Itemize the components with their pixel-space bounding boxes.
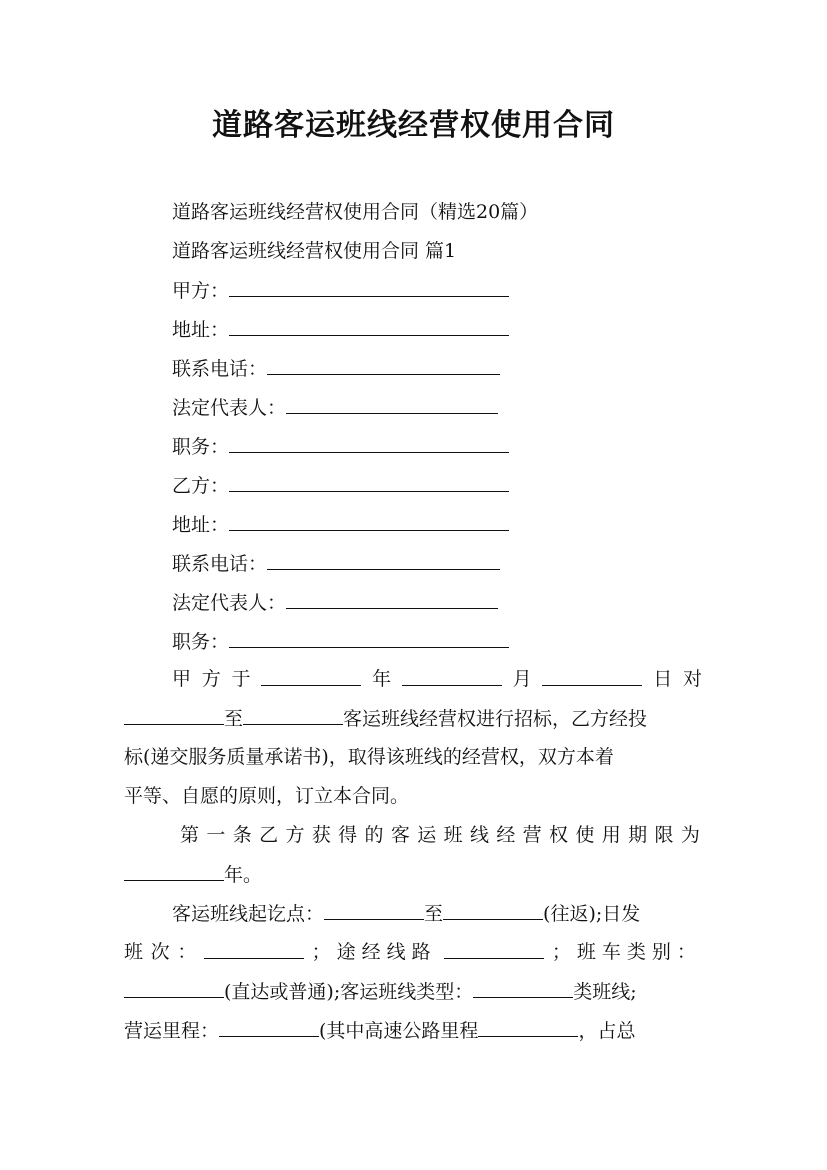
blank-line: [204, 940, 304, 959]
text: ；途经线路: [311, 941, 437, 963]
text: 月: [512, 668, 532, 690]
field-rep-b: [172, 590, 498, 615]
text: 乙: [259, 824, 279, 846]
text: 至: [224, 708, 244, 730]
text: 限: [654, 824, 674, 846]
contract-subtitle: 道路客运班线经营权使用合同（精选20篇）: [172, 201, 539, 223]
field-label: 联系电话：: [172, 553, 268, 575]
blank-line: [286, 395, 498, 414]
paragraph-1-line-2: [124, 706, 702, 731]
field-label: 地址：: [172, 514, 230, 536]
text: 甲: [172, 668, 192, 690]
blank-line: [324, 901, 424, 920]
field-label: 甲方：: [172, 280, 230, 302]
paragraph-2-line-2: [124, 862, 702, 887]
blank-line: [124, 706, 224, 725]
text: 线: [469, 824, 489, 846]
text: 一: [206, 824, 226, 846]
blank-line: [267, 356, 500, 375]
blank-line: [473, 979, 573, 998]
text: 类班线;: [573, 981, 637, 1003]
text: 经: [496, 824, 516, 846]
text: 营运里程：: [124, 1020, 220, 1042]
text: 用: [601, 824, 621, 846]
blank-line: [478, 1018, 578, 1037]
blank-line: [229, 278, 509, 297]
field-rep-a: [172, 395, 498, 420]
text: 营: [522, 824, 542, 846]
text: 第: [180, 824, 200, 846]
text: ，占总: [578, 1020, 636, 1042]
text: 期: [628, 824, 648, 846]
blank-line: [444, 940, 544, 959]
blank-line: [229, 629, 509, 648]
text: 为: [680, 824, 700, 846]
text: 得: [338, 824, 358, 846]
text: 权: [549, 824, 569, 846]
text: 的: [364, 824, 384, 846]
blank-line: [286, 590, 498, 609]
text: 客运班线经营权进行招标，乙方经投: [343, 708, 648, 730]
text: 客运班线起讫点：: [172, 903, 325, 925]
field-label: 职务：: [172, 436, 230, 458]
text: 至: [424, 903, 444, 925]
text: (其中高速公路里程: [319, 1020, 479, 1042]
text: ；班车类别：: [551, 941, 702, 963]
blank-line: [229, 317, 509, 336]
text: 方: [285, 824, 305, 846]
paragraph-3-line-3: [124, 979, 702, 1004]
field-address-b: [172, 512, 509, 537]
paragraph-2-line-1: [180, 823, 700, 847]
field-address-a: [172, 317, 509, 342]
text: ：: [177, 941, 197, 963]
blank-line: [124, 979, 224, 998]
paragraph-1-line-4: 平等、自愿的原则，订立本合同。: [124, 785, 410, 807]
blank-line: [229, 434, 509, 453]
text: 班: [443, 824, 463, 846]
field-label: 地址：: [172, 319, 230, 341]
text: 年: [372, 668, 392, 690]
field-label: 联系电话：: [172, 358, 268, 380]
text: 客: [390, 824, 410, 846]
blank-line: [124, 862, 224, 881]
field-label: 乙方：: [172, 475, 230, 497]
text: 对: [682, 668, 702, 690]
field-label: 法定代表人：: [172, 397, 287, 419]
text: 日: [653, 668, 673, 690]
blank-line: [261, 667, 361, 686]
blank-line: [402, 667, 502, 686]
field-title-b: [172, 629, 509, 654]
paragraph-3-line-2: [124, 940, 702, 964]
text: 年。: [224, 864, 263, 886]
field-party-b: [172, 473, 509, 498]
blank-line: [542, 667, 642, 686]
field-phone-b: [172, 551, 500, 576]
text: 条: [232, 824, 252, 846]
blank-line: [267, 551, 500, 570]
paragraph-1-line-1: [172, 667, 702, 691]
text: (往返);日发: [543, 903, 641, 925]
text: 方: [201, 668, 221, 690]
field-label: 职务：: [172, 631, 230, 653]
text: (直达或普通);客运班线类型：: [224, 981, 474, 1003]
paragraph-1-line-3: 标(递交服务质量承诺书)，取得该班线的经营权，双方本着: [124, 746, 614, 768]
field-phone-a: [172, 356, 500, 381]
text: 运: [417, 824, 437, 846]
blank-line: [219, 1018, 319, 1037]
field-label: 法定代表人：: [172, 592, 287, 614]
document-title: 道路客运班线经营权使用合同: [212, 108, 615, 143]
text: 获: [311, 824, 331, 846]
text: 次: [150, 941, 170, 963]
blank-line: [243, 706, 343, 725]
section-heading: 道路客运班线经营权使用合同 篇1: [172, 240, 457, 262]
blank-line: [443, 901, 543, 920]
text: 使: [575, 824, 595, 846]
paragraph-3-line-4: [124, 1018, 702, 1043]
text: 于: [231, 668, 251, 690]
blank-line: [229, 473, 509, 492]
field-title-a: [172, 434, 509, 459]
text: 班: [124, 941, 144, 963]
blank-line: [229, 512, 509, 531]
paragraph-3-line-1: [172, 901, 702, 926]
field-party-a: [172, 278, 509, 303]
